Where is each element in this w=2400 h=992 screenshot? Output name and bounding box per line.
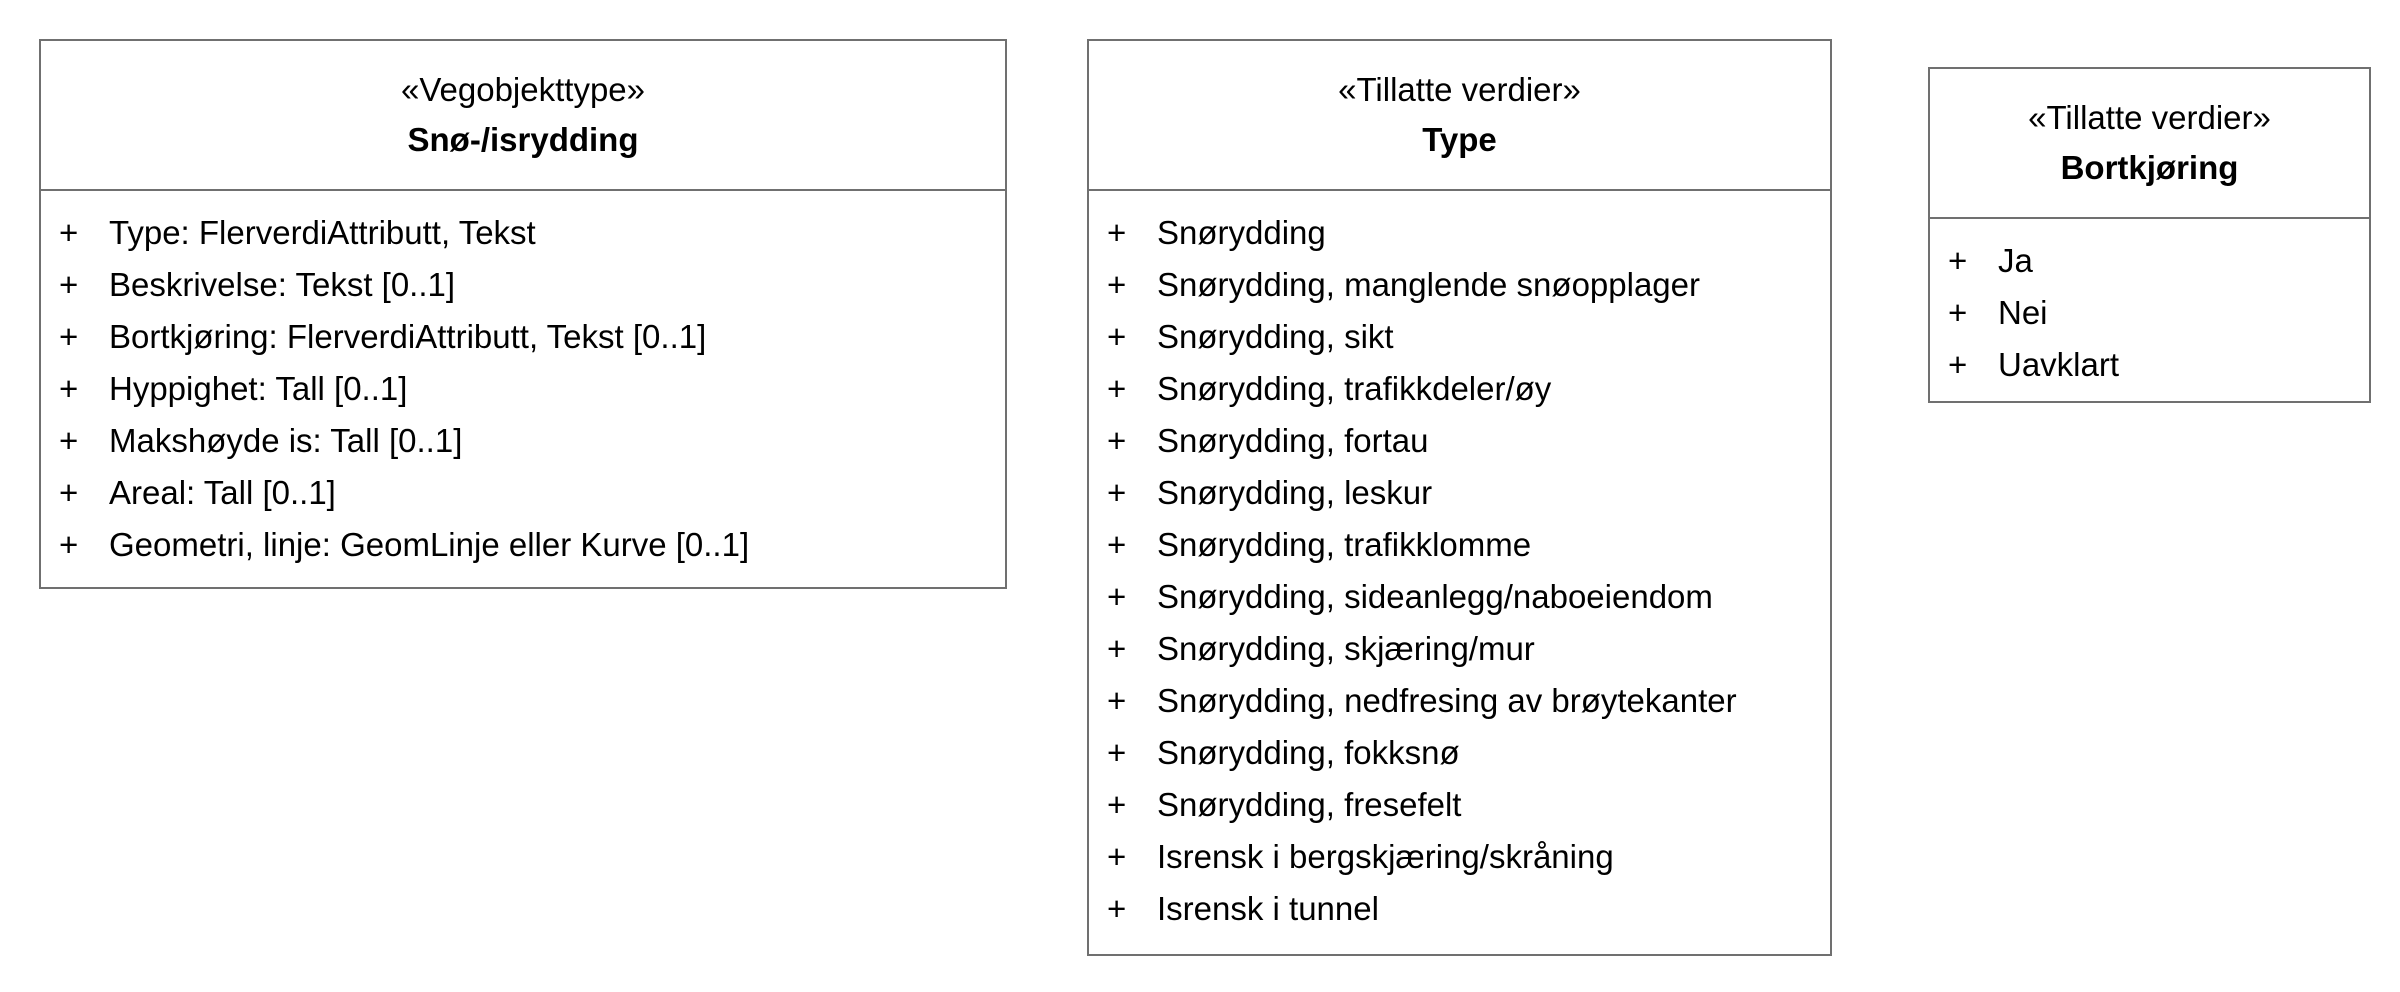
value-text: Isrensk i tunnel (1157, 890, 1379, 927)
value-row (1089, 519, 1830, 571)
value-row (1089, 207, 1830, 259)
value-text: Snørydding, fokksnø (1157, 734, 1460, 771)
attribute-row (41, 467, 1005, 519)
value-row (1089, 311, 1830, 363)
visibility-marker: + (59, 266, 79, 303)
attribute-row (41, 415, 1005, 467)
attribute-text: Geometri, linje: GeomLinje eller Kurve [0..1] (109, 526, 750, 563)
value-text: Isrensk i bergskjæring/skråning (1157, 838, 1614, 875)
class-box-bortkjoring[interactable] (1928, 67, 2371, 403)
class-box-sno-isrydding[interactable] (39, 39, 1007, 589)
value-text: Uavklart (1998, 346, 2120, 383)
visibility-marker: + (59, 474, 79, 511)
visibility-marker: + (1107, 578, 1127, 615)
attribute-text: Areal: Tall [0..1] (109, 474, 336, 511)
value-text: Ja (1998, 242, 2033, 279)
visibility-marker: + (59, 214, 79, 251)
visibility-marker: + (1107, 786, 1127, 823)
class-name: Type (1422, 121, 1497, 158)
value-text: Snørydding, trafikkdeler/øy (1157, 370, 1552, 407)
value-text: Snørydding, nedfresing av brøytekanter (1157, 682, 1737, 719)
visibility-marker: + (59, 526, 79, 563)
value-text: Snørydding, fortau (1157, 422, 1429, 459)
visibility-marker: + (1107, 266, 1127, 303)
value-row (1089, 675, 1830, 727)
value-text: Snørydding, sideanlegg/naboeiendom (1157, 578, 1713, 615)
value-row (1089, 623, 1830, 675)
attribute-text: Makshøyde is: Tall [0..1] (109, 422, 463, 459)
attribute-row (41, 311, 1005, 363)
attribute-text: Type: FlerverdiAttributt, Tekst (109, 214, 536, 251)
stereotype-label: «Tillatte verdier» (2028, 99, 2271, 136)
value-text: Nei (1998, 294, 2048, 331)
class-name: Snø-/isrydding (407, 121, 639, 158)
class-header (41, 41, 1005, 191)
visibility-marker: + (1107, 890, 1127, 927)
attribute-row (41, 363, 1005, 415)
value-row (1089, 467, 1830, 519)
class-header (1930, 69, 2369, 219)
value-row (1089, 259, 1830, 311)
attribute-row (41, 259, 1005, 311)
value-text: Snørydding, manglende snøopplager (1157, 266, 1701, 303)
visibility-marker: + (59, 370, 79, 407)
visibility-marker: + (1107, 318, 1127, 355)
stereotype-label: «Vegobjekttype» (400, 71, 646, 108)
visibility-marker: + (1107, 370, 1127, 407)
value-row (1089, 571, 1830, 623)
value-row (1089, 831, 1830, 883)
visibility-marker: + (1107, 734, 1127, 771)
visibility-marker: + (1948, 346, 1968, 383)
class-name: Bortkjøring (2060, 149, 2239, 186)
value-text: Snørydding, sikt (1157, 318, 1394, 355)
attribute-list (41, 191, 1005, 571)
value-text: Snørydding, trafikklomme (1157, 526, 1532, 563)
visibility-marker: + (1107, 474, 1127, 511)
visibility-marker: + (1948, 242, 1968, 279)
visibility-marker: + (1107, 422, 1127, 459)
value-row (1930, 235, 2369, 287)
attribute-text: Hyppighet: Tall [0..1] (109, 370, 408, 407)
value-row (1930, 339, 2369, 391)
visibility-marker: + (1107, 682, 1127, 719)
visibility-marker: + (1107, 526, 1127, 563)
visibility-marker: + (1948, 294, 1968, 331)
value-text: Snørydding, skjæring/mur (1157, 630, 1535, 667)
value-list (1089, 191, 1830, 935)
value-row (1089, 883, 1830, 935)
class-header (1089, 41, 1830, 191)
value-text: Snørydding (1157, 214, 1326, 251)
value-row (1089, 779, 1830, 831)
value-text: Snørydding, fresefelt (1157, 786, 1462, 823)
value-row (1089, 363, 1830, 415)
value-row (1089, 415, 1830, 467)
value-text: Snørydding, leskur (1157, 474, 1433, 511)
visibility-marker: + (59, 422, 79, 459)
value-row (1930, 287, 2369, 339)
attribute-text: Bortkjøring: FlerverdiAttributt, Tekst [0..1] (109, 318, 707, 355)
value-list (1930, 219, 2369, 391)
visibility-marker: + (59, 318, 79, 355)
visibility-marker: + (1107, 630, 1127, 667)
visibility-marker: + (1107, 214, 1127, 251)
attribute-row (41, 207, 1005, 259)
stereotype-label: «Tillatte verdier» (1338, 71, 1581, 108)
attribute-text: Beskrivelse: Tekst [0..1] (109, 266, 456, 303)
visibility-marker: + (1107, 838, 1127, 875)
attribute-row (41, 519, 1005, 571)
value-row (1089, 727, 1830, 779)
class-box-type[interactable] (1087, 39, 1832, 956)
